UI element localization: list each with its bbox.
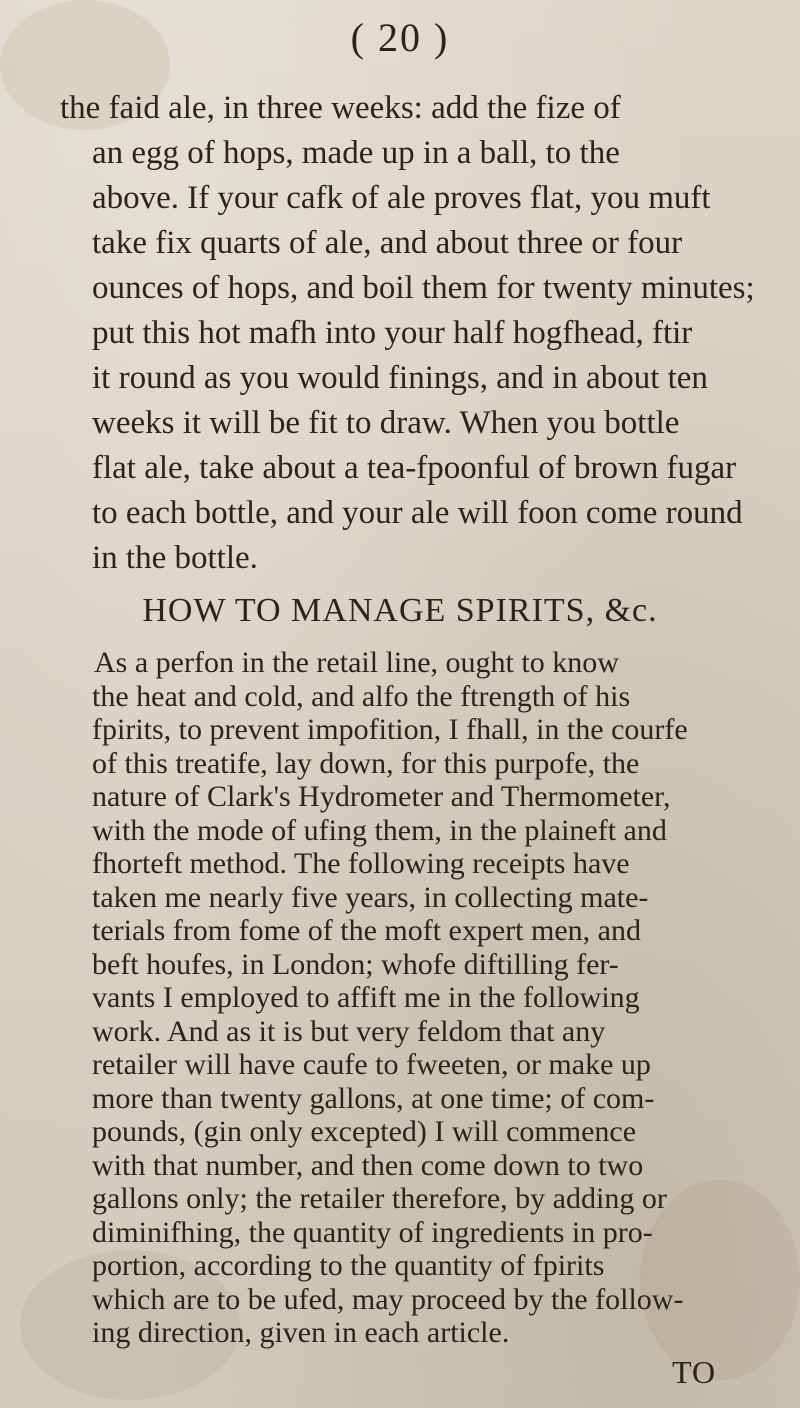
- text-line: portion, according to the quantity of fpirits: [92, 1249, 605, 1282]
- text-line: vants I employed to affift me in the following: [92, 981, 640, 1014]
- text-line: an egg of hops, made up in a ball, to the: [92, 135, 620, 171]
- text-line: retailer will have caufe to fweeten, or make up: [92, 1048, 651, 1081]
- text-line: ing direction, given in each article.: [92, 1316, 510, 1349]
- text-line: which are to be ufed, may proceed by the follow-: [92, 1282, 684, 1316]
- text-line: of this treatife, lay down, for this purpofe, the: [92, 746, 640, 780]
- text-line: taken me nearly five years, in collecting mate-: [92, 880, 649, 914]
- text-line: work. And as it is but very feldom that any: [92, 1014, 606, 1048]
- text-line: fpirits, to prevent impofition, I fhall, in the courfe: [92, 713, 688, 746]
- text-line: As a perfon in the retail line, ought to know: [94, 646, 619, 679]
- text-line: with the mode of ufing them, in the plaineft and: [92, 813, 667, 847]
- text-line: nature of Clark's Hydrometer and Thermometer,: [92, 780, 671, 813]
- text-line: the faid ale, in three weeks: add the fize of: [60, 90, 621, 126]
- text-line: fhorteft method. The following receipts have: [92, 847, 630, 880]
- section-heading: HOW TO MANAGE SPIRITS, &c.: [142, 592, 658, 629]
- text-line: gallons only; the retailer therefore, by adding or: [92, 1182, 667, 1215]
- text-line: it round as you would finings, and in about ten: [92, 360, 708, 396]
- page-number: ( 20 ): [350, 15, 450, 60]
- text-line: in the bottle.: [92, 540, 258, 576]
- text-line: take fix quarts of ale, and about three or four: [92, 225, 683, 261]
- text-line: terials from fome of the moft expert men, and: [92, 914, 641, 947]
- text-line: to each bottle, and your ale will foon come round: [92, 495, 743, 531]
- text-line: weeks it will be fit to draw. When you bottle: [92, 405, 680, 441]
- text-line: diminifhing, the quantity of ingredients in pro-: [92, 1215, 653, 1249]
- text-line: put this hot mafh into your half hogfhead, ftir: [92, 315, 693, 351]
- text-line: with that number, and then come down to two: [92, 1148, 644, 1182]
- text-line: the heat and cold, and alfo the ftrength of his: [92, 679, 631, 713]
- text-line: flat ale, take about a tea-fpoonful of brown fugar: [92, 450, 737, 486]
- text-line: ounces of hops, and boil them for twenty minutes;: [92, 270, 755, 306]
- text-line: above. If your cafk of ale proves flat, you muft: [92, 180, 711, 216]
- text-line: pounds, (gin only excepted) I will commence: [92, 1115, 637, 1148]
- text-line: more than twenty gallons, at one time; of com-: [92, 1081, 655, 1115]
- text-line: beft houfes, in London; whofe diftilling fer-: [92, 947, 619, 981]
- catchword: TO: [672, 1353, 717, 1390]
